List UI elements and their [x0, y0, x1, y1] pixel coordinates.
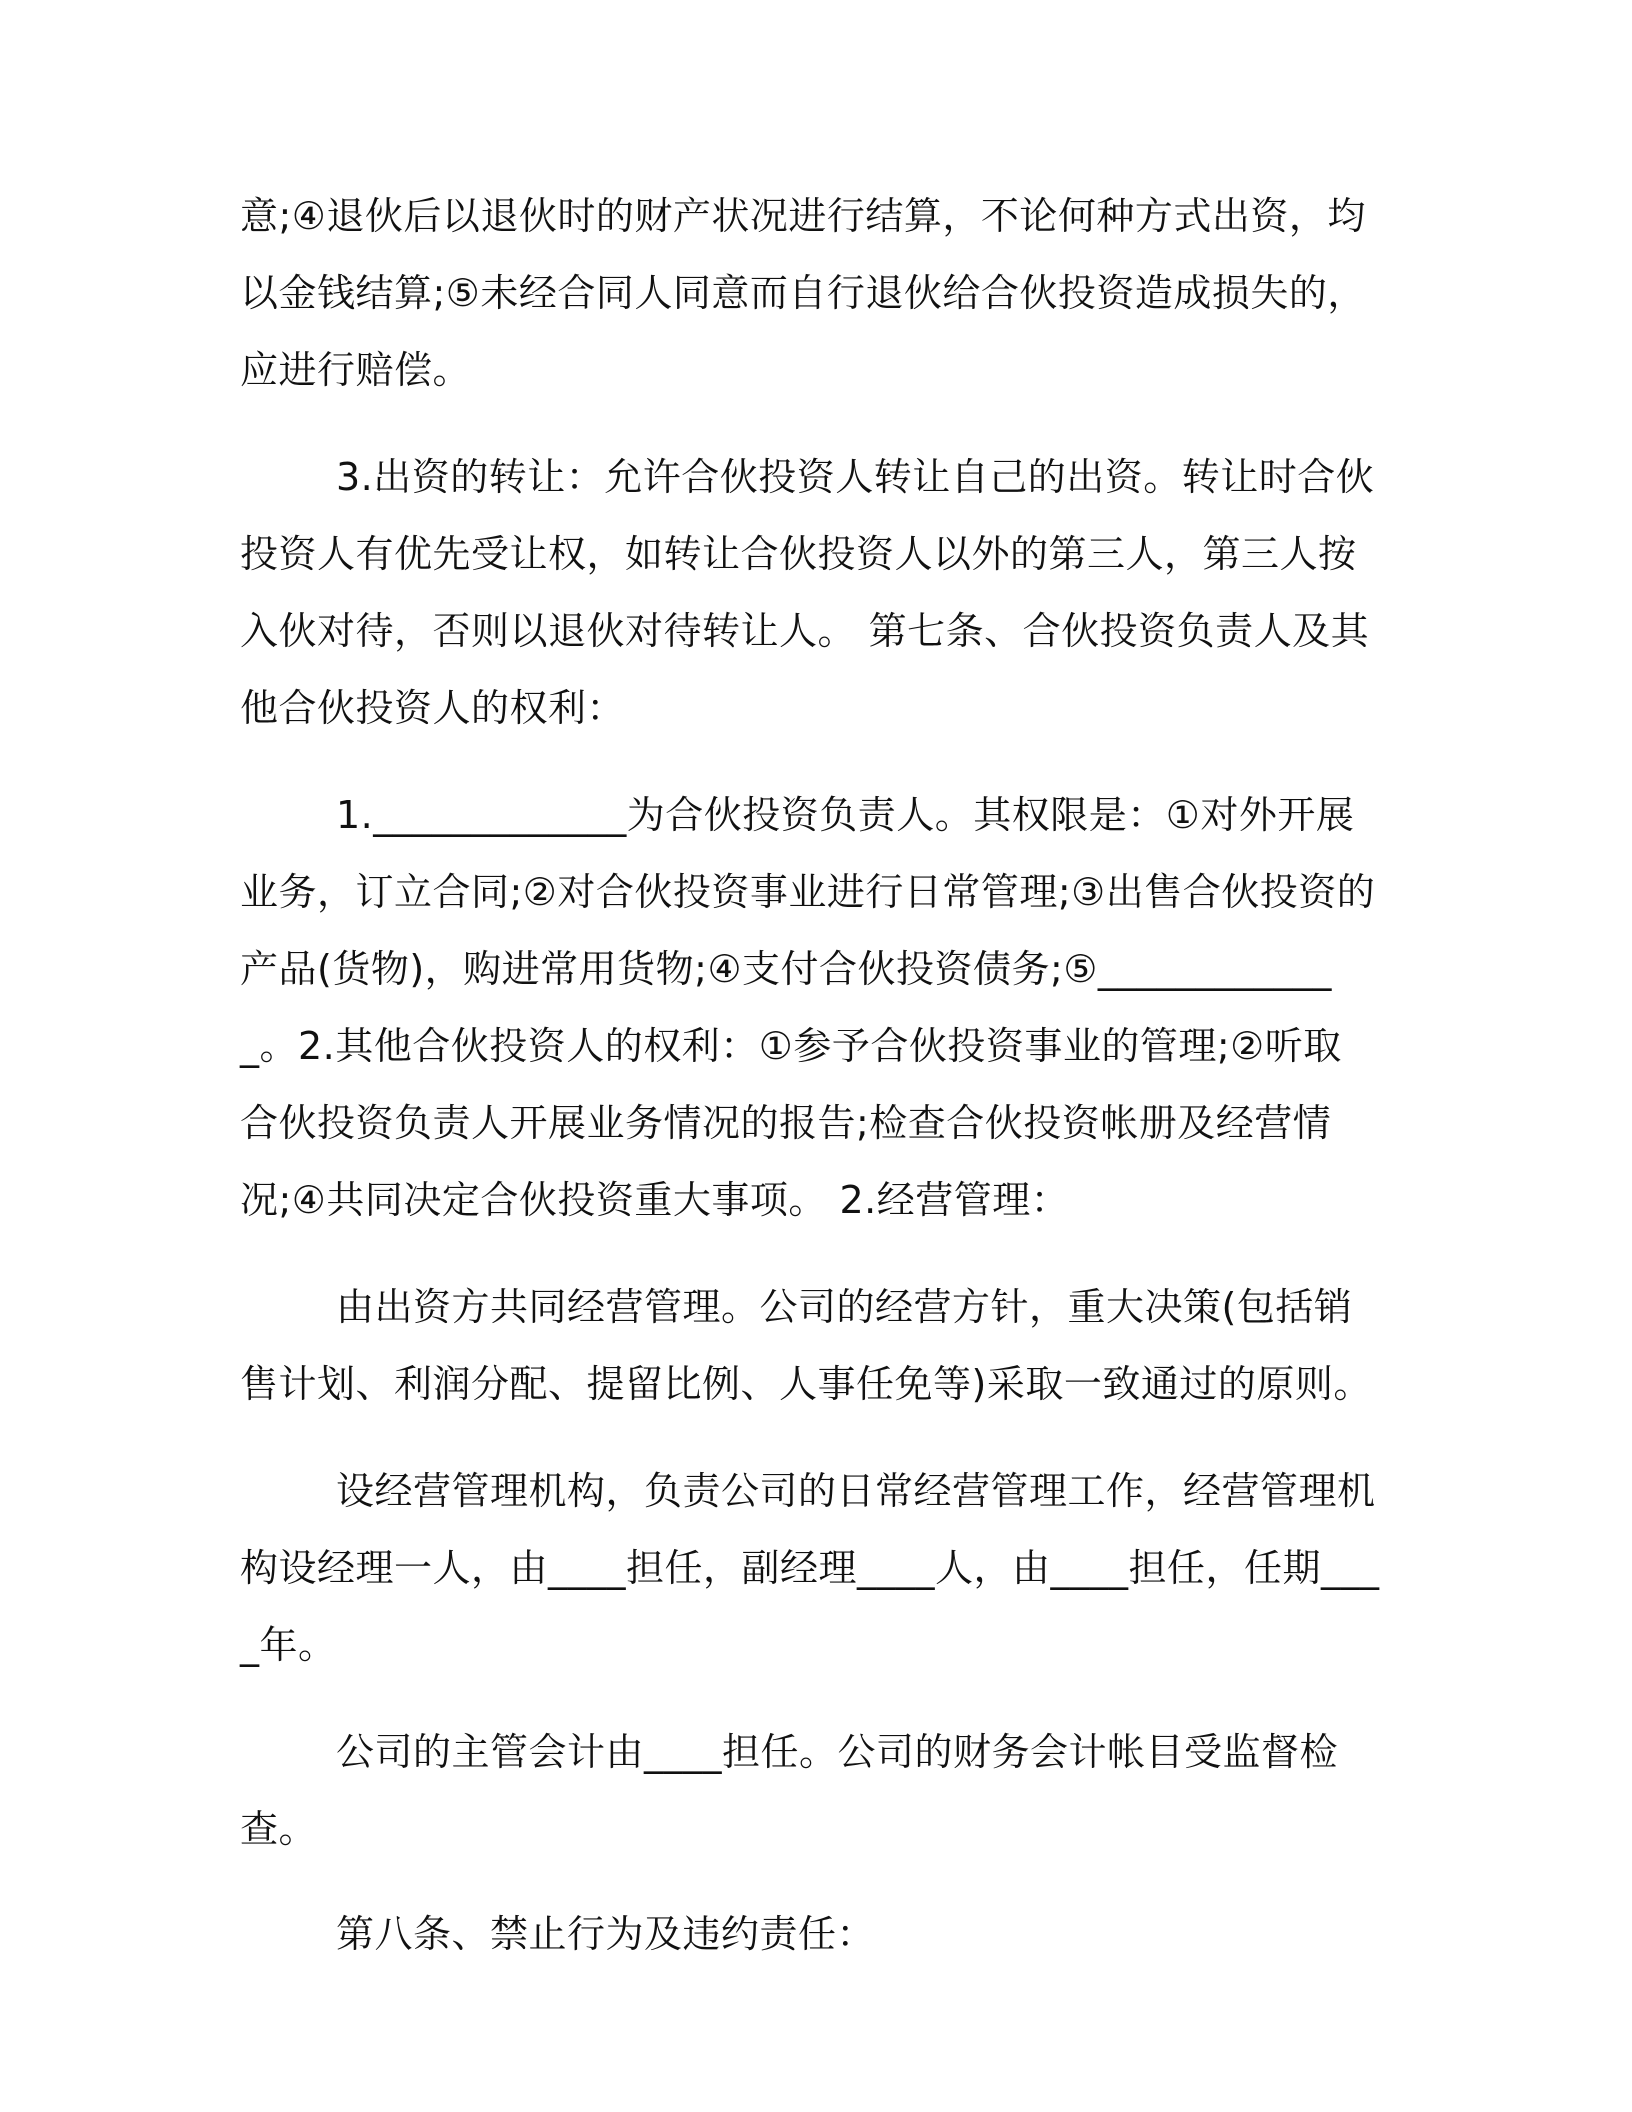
paragraph-chief-accountant: 公司的主管会计由____担任。公司的财务会计帐目受监督检查。 [240, 1730, 1339, 1851]
paragraph-joint-management: 由出资方共同经营管理。公司的经营方针，重大决策(包括销售计划、利润分配、提留比例、人事任免等)采取一致通过的原则。 [240, 1285, 1372, 1406]
paragraph-management-body: 设经营管理机构，负责公司的日常经营管理工作，经营管理机构设经理一人，由____担任，副经理____人，由____担任，任期____年。 [240, 1469, 1380, 1667]
paragraph-responsible-person-rights: 1._____________为合伙投资负责人。其权限是：①对外开展业务，订立合同;②对合伙投资事业进行日常管理;③出售合伙投资的产品(货物)，购进常用货物;④支付合伙投资债务;⑤_____________。2.其他合伙投资人的权利：①参予合伙投资事业的管理;②听取合伙投资负责人开展业务情况的报告;检查合伙投资帐册及经营情况;④共同决定合伙投资重大事项。 2.经营管理： [240, 793, 1376, 1222]
document-body [240, 178, 1380, 2003]
paragraph-withdrawal-settlement: 意;④退伙后以退伙时的财产状况进行结算，不论何种方式出资，均以金钱结算;⑤未经合同人同意而自行退伙给合伙投资造成损失的，应进行赔偿。 [240, 194, 1366, 392]
section-heading-article-eight: 第八条、禁止行为及违约责任： [336, 1912, 876, 1956]
paragraph-capital-transfer: 3.出资的转让：允许合伙投资人转让自己的出资。转让时合伙投资人有优先受让权，如转让合伙投资人以外的第三人，第三人按入伙对待，否则以退伙对待转让人。 第七条、合伙投资负责人及其他合伙投资人的权利： [240, 455, 1375, 730]
